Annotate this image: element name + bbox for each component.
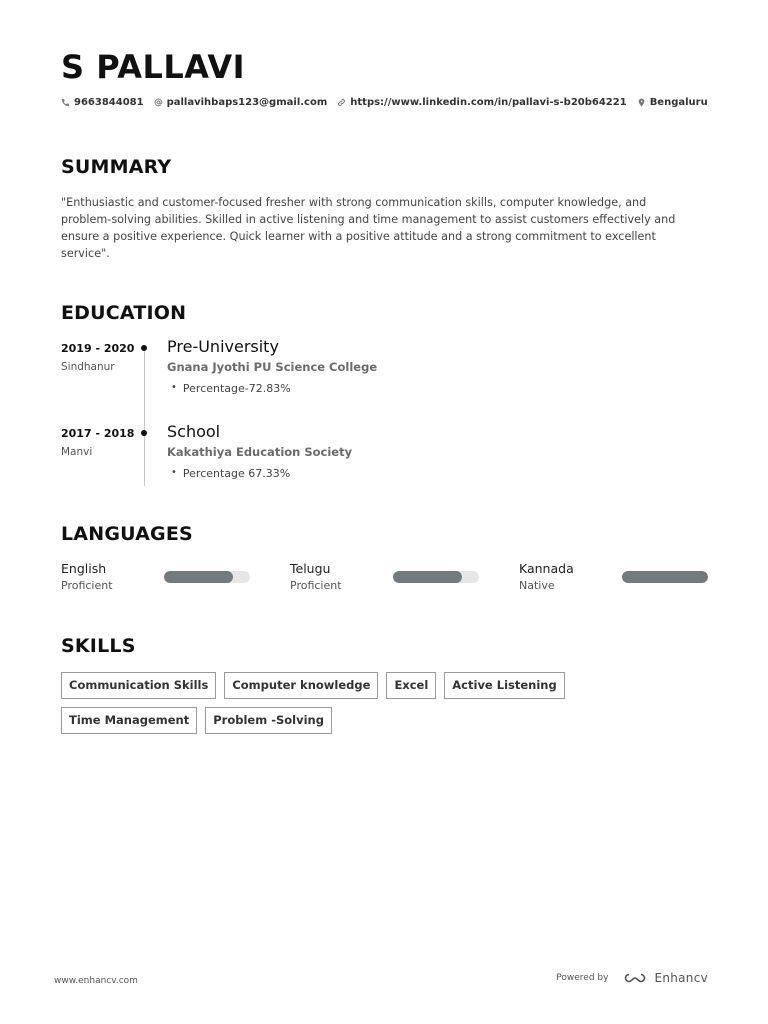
- education-degree: School: [167, 422, 221, 441]
- bullet-dot-icon: •: [171, 382, 177, 393]
- education-heading: EDUCATION: [61, 302, 187, 324]
- email-text: pallavihbaps123@gmail.com: [166, 97, 328, 108]
- contact-email[interactable]: [154, 97, 328, 108]
- language-level: Proficient: [61, 579, 113, 592]
- contact-row: [61, 97, 708, 108]
- language-bar-fill: [393, 571, 462, 583]
- skills-list: [61, 672, 701, 734]
- summary-heading: SUMMARY: [61, 156, 172, 178]
- education-bullet: [171, 382, 291, 395]
- phone-icon: [61, 98, 70, 107]
- education-bullet-text: Percentage 67.33%: [182, 467, 291, 480]
- phone-text: 9663844081: [74, 97, 144, 108]
- skill-tag: Problem -Solving: [205, 707, 332, 734]
- language-level: Proficient: [290, 579, 342, 592]
- enhancv-logo-icon: [622, 971, 648, 985]
- language-item: [290, 561, 490, 597]
- education-location: Sindhanur: [61, 361, 115, 373]
- summary-text: "Enthusiastic and customer-focused fresher with strong communication skills, computer knowledge, and problem-solving abilities. Skilled in active listening and time management to assist customers effectively and ensure a positive experience. Quick learner with a positive attitude and a strong commitment to excellent service".: [61, 196, 676, 260]
- education-date: 2019 - 2020: [61, 342, 135, 355]
- education-school: Kakathiya Education Society: [167, 445, 353, 459]
- location-text: Bengaluru: [649, 97, 708, 108]
- contact-linkedin[interactable]: [337, 97, 626, 108]
- language-item: [61, 561, 261, 597]
- at-icon: [154, 98, 163, 107]
- language-name: Telugu: [290, 561, 331, 576]
- education-bullet-text: Percentage-72.83%: [182, 382, 291, 395]
- contact-location: [637, 97, 708, 108]
- enhancv-logo[interactable]: [622, 971, 708, 985]
- language-bar: [622, 571, 708, 583]
- language-name: English: [61, 561, 107, 576]
- language-bar: [164, 571, 250, 583]
- timeline-dot: [141, 345, 147, 351]
- language-bar-fill: [622, 571, 708, 583]
- skill-tag: Time Management: [61, 707, 197, 734]
- footer-website[interactable]: www.enhancv.com: [54, 976, 138, 986]
- footer-branding: [556, 971, 708, 985]
- education-timeline: [144, 346, 145, 486]
- education-date: 2017 - 2018: [61, 427, 135, 440]
- languages-heading: LANGUAGES: [61, 523, 193, 545]
- skill-tag: Excel: [386, 672, 436, 699]
- skill-tag: Computer knowledge: [224, 672, 378, 699]
- candidate-name: S PALLAVI: [61, 48, 246, 86]
- enhancv-brand-text: Enhancv: [654, 971, 708, 985]
- language-bar-fill: [164, 571, 233, 583]
- linkedin-text: https://www.linkedin.com/in/pallavi-s-b20b64221: [350, 97, 627, 108]
- link-icon: [337, 98, 346, 107]
- skills-heading: SKILLS: [61, 635, 136, 657]
- powered-by-text: Powered by: [556, 973, 609, 983]
- language-bar: [393, 571, 479, 583]
- skill-tag: Active Listening: [444, 672, 564, 699]
- language-item: [519, 561, 719, 597]
- skill-tag: Communication Skills: [61, 672, 216, 699]
- contact-phone: [61, 97, 144, 108]
- education-degree: Pre-University: [167, 337, 279, 356]
- timeline-dot: [141, 430, 147, 436]
- location-pin-icon: [637, 98, 646, 107]
- language-level: Native: [519, 579, 555, 592]
- education-school: Gnana Jyothi PU Science College: [167, 360, 378, 374]
- language-name: Kannada: [519, 561, 574, 576]
- bullet-dot-icon: •: [171, 467, 177, 478]
- education-location: Manvi: [61, 446, 93, 458]
- education-bullet: [171, 467, 290, 480]
